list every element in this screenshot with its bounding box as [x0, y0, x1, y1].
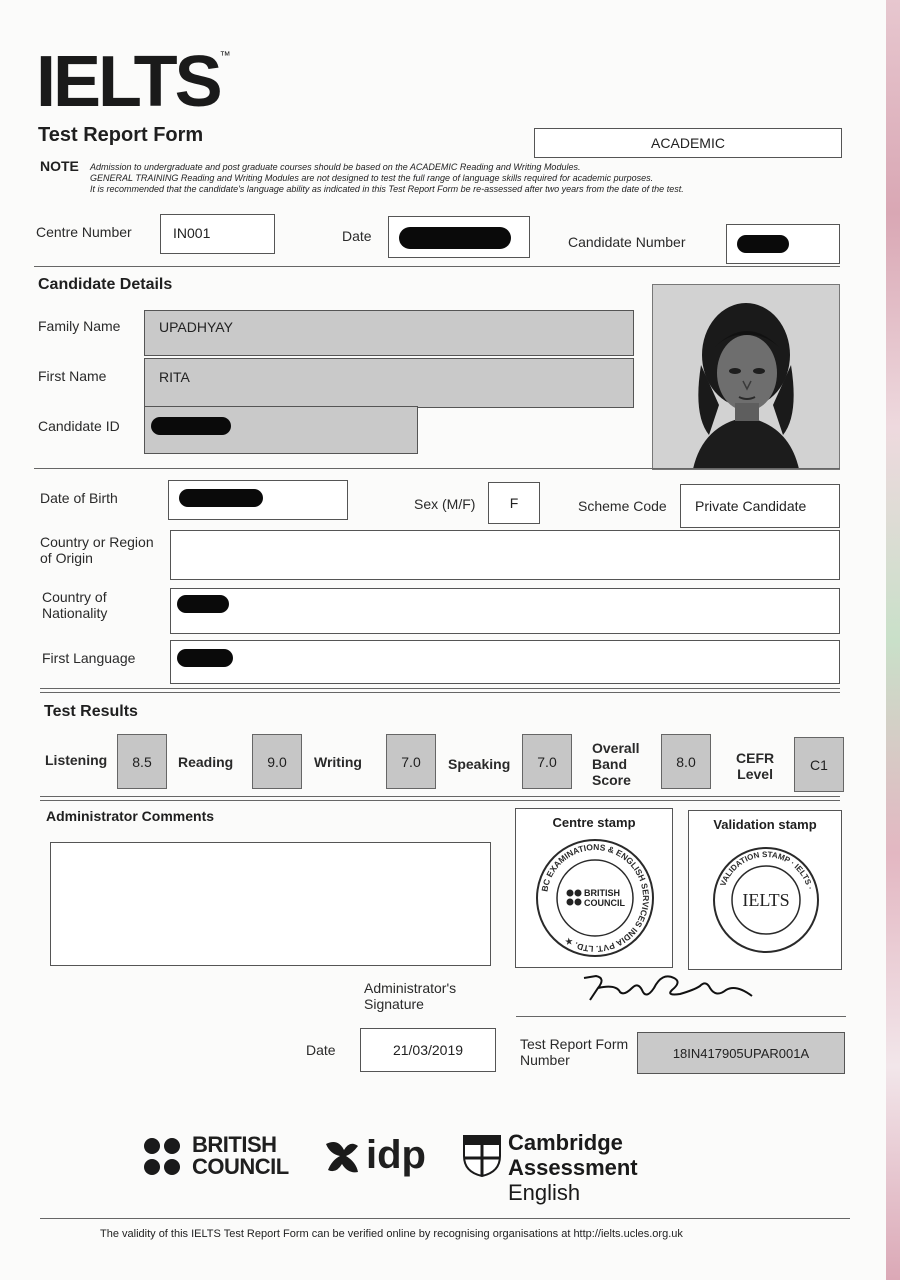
family-name-field [144, 310, 634, 356]
scheme-code-value: Private Candidate [695, 498, 807, 514]
nationality-label-line1: Country of [42, 589, 107, 605]
signature-label-line2: Signature [364, 996, 424, 1012]
dob-redaction [179, 489, 263, 507]
candidate-number-label: Candidate Number [568, 234, 686, 250]
date-redaction [399, 227, 511, 249]
candidate-id-field [144, 406, 418, 454]
first-name-value: RITA [159, 369, 190, 385]
nationality-label-line2: Nationality [42, 605, 108, 621]
centre-stamp-ring-text: BC EXAMINATIONS & ENGLISH SERVICES INDIA PVT. LTD. ★ [539, 841, 652, 955]
trf-number-label [520, 1036, 628, 1068]
candidate-number-box [726, 224, 840, 264]
signature-label [364, 980, 456, 1012]
issue-date-box [360, 1028, 496, 1072]
divider-results [40, 796, 840, 801]
family-name-label: Family Name [38, 318, 121, 334]
signature-line [516, 1016, 846, 1017]
divider-centre [34, 266, 840, 267]
module-box [534, 128, 842, 158]
dob-box [168, 480, 348, 520]
divider-candidate [34, 468, 840, 469]
country-origin-label-line1: Country or Region [40, 534, 154, 550]
reading-label: Reading [178, 754, 234, 770]
administrator-comments-box [50, 842, 491, 966]
cefr-label [736, 750, 774, 782]
ielts-logo-text: IELTS [36, 42, 220, 122]
dob-label: Date of Birth [40, 490, 118, 506]
writing-score: 7.0 [386, 734, 436, 789]
signature-label-line1: Administrator's [364, 980, 457, 996]
centre-stamp-seal [530, 835, 660, 961]
reading-score: 9.0 [252, 734, 302, 789]
overall-band-score: 8.0 [661, 734, 711, 789]
candidate-id-label: Candidate ID [38, 418, 120, 434]
note-line-3: It is recommended that the candidate's language ability as indicated in this Test Report Form be re-assessed after two years from the date of the test. [90, 184, 684, 194]
footer-divider [40, 1218, 850, 1219]
issue-date-label: Date [306, 1042, 336, 1058]
validation-stamp-label: Validation stamp [713, 817, 817, 832]
validation-stamp-ring-text: VALIDATION STAMP · IELTS · [718, 849, 815, 891]
validity-text: The validity of this IELTS Test Report Form can be verified online by recognising organisations at http://ielts.ucles.org.uk [100, 1228, 683, 1240]
centre-number-value: IN001 [173, 225, 211, 241]
trf-number-value: 18IN417905UPAR001A [672, 1045, 810, 1061]
overall-label-line1: Overall [592, 740, 640, 756]
date-box [388, 216, 530, 258]
trf-number-label-line2: Number [520, 1052, 570, 1068]
scheme-code-box [680, 484, 840, 528]
centre-stamp-label: Centre stamp [552, 815, 636, 830]
administrator-signature [576, 966, 766, 1010]
candidate-portrait-image [653, 285, 839, 469]
idp-text: idp [366, 1133, 426, 1177]
validation-stamp-box [688, 810, 842, 970]
cambridge-logo [462, 1130, 752, 1205]
writing-label: Writing [314, 754, 362, 770]
svg-text:VALIDATION STAMP · IELTS · [719, 850, 815, 891]
cambridge-shield-icon [462, 1134, 502, 1178]
sex-box [488, 482, 540, 524]
first-name-field [144, 358, 634, 408]
note-line-1: Admission to undergraduate and post graduate courses should be based on the ACADEMIC Reading and Writing Modules. [90, 162, 581, 172]
candidate-photo [652, 284, 840, 470]
first-language-label: First Language [42, 650, 136, 666]
centre-stamp-box [515, 808, 673, 968]
cambridge-line1: Cambridge Assessment [508, 1130, 638, 1180]
country-origin-label [40, 534, 154, 566]
administrator-comments-label: Administrator Comments [46, 808, 215, 824]
british-council-logo [142, 1134, 292, 1180]
cambridge-line2: English [508, 1180, 581, 1205]
centre-stamp-inner-1: BRITISH [584, 888, 620, 898]
overall-label-line2: Band [592, 756, 627, 772]
trademark-mark: ™ [219, 50, 231, 62]
trf-number-box [637, 1032, 845, 1074]
note-line-2: GENERAL TRAINING Reading and Writing Modules are not designed to test the full range of language skills required for academic purposes. [90, 173, 654, 183]
issue-date-value: 21/03/2019 [392, 1042, 464, 1058]
listening-score: 8.5 [117, 734, 167, 789]
first-name-label: First Name [38, 368, 107, 384]
british-council-line1: BRITISH [192, 1132, 277, 1157]
note-text [90, 162, 780, 195]
candidate-id-redaction [151, 417, 231, 435]
first-language-redaction [177, 649, 233, 667]
family-name-value: UPADHYAY [159, 319, 233, 335]
first-language-box [170, 640, 840, 684]
page-edge-background [886, 0, 900, 1280]
centre-stamp-inner-2: COUNCIL [584, 898, 625, 908]
cefr-label-line1: CEFR [736, 750, 775, 766]
scheme-code-label: Scheme Code [578, 498, 667, 514]
speaking-label: Speaking [448, 756, 511, 772]
overall-label-line3: Score [592, 772, 631, 788]
centre-number-label: Centre Number [36, 224, 132, 240]
sex-label: Sex (M/F) [414, 496, 476, 512]
nationality-box [170, 588, 840, 634]
british-council-dots-icon [142, 1136, 186, 1178]
idp-logo [322, 1132, 432, 1182]
nationality-redaction [177, 595, 229, 613]
test-results-title: Test Results [44, 703, 138, 720]
module-value: ACADEMIC [651, 135, 725, 151]
trf-number-label-line1: Test Report Form [520, 1036, 629, 1052]
validation-stamp-inner: IELTS [742, 890, 790, 910]
listening-label: Listening [45, 752, 108, 768]
ielts-logo [36, 42, 231, 122]
note-label: NOTE [40, 158, 79, 174]
cefr-label-line2: Level [737, 766, 773, 782]
date-label: Date [342, 228, 372, 244]
cefr-level: C1 [794, 737, 844, 792]
country-origin-box [170, 530, 840, 580]
speaking-score: 7.0 [522, 734, 572, 789]
divider-personal [40, 688, 840, 693]
candidate-details-title: Candidate Details [38, 276, 173, 293]
british-council-line2: COUNCIL [192, 1154, 289, 1179]
form-title: Test Report Form [38, 124, 204, 146]
validation-stamp-seal [707, 841, 825, 959]
idp-mark-icon [322, 1136, 364, 1178]
nationality-label [42, 589, 107, 621]
sex-value: F [509, 495, 519, 511]
centre-number-box [160, 214, 275, 254]
candidate-number-redaction [737, 235, 789, 253]
country-origin-label-line2: of Origin [40, 550, 93, 566]
overall-band-label [592, 740, 639, 788]
